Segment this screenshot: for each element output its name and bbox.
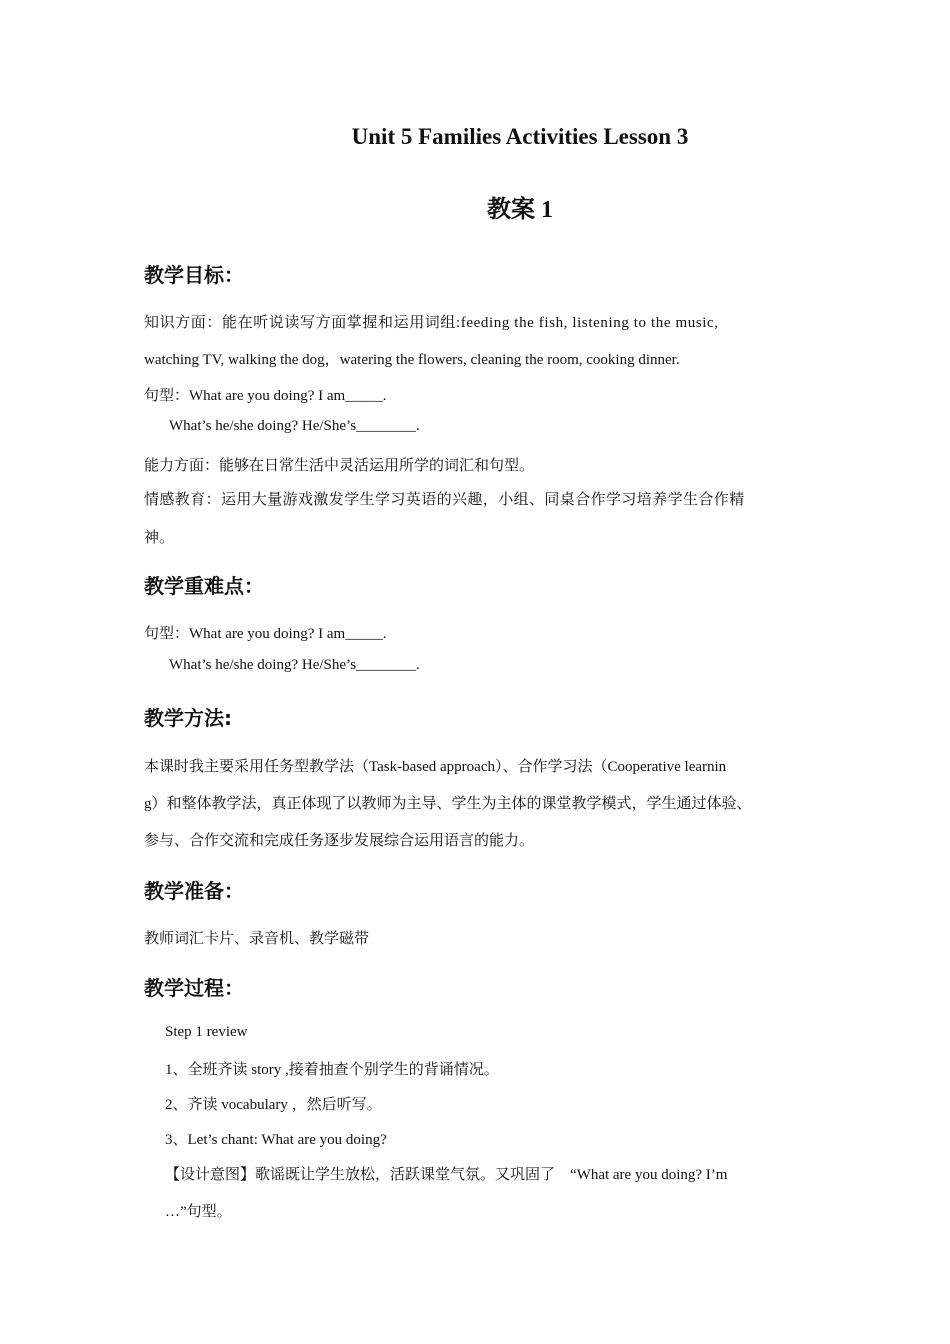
process-item1: 1、全班齐读 story ,接着抽查个别学生的背诵情况。 — [165, 1062, 499, 1078]
objectives-emotion-line2: 神。 — [144, 530, 175, 546]
process-item3: 3、Let’s chant: What are you doing? — [165, 1132, 387, 1148]
document-title: Unit 5 Families Activities Lesson 3 — [351, 124, 689, 149]
process-step: Step 1 review — [165, 1024, 248, 1040]
methods-heading: 教学方法: — [144, 706, 232, 730]
key-points-pattern1: 句型：What are you doing? I am_____. — [144, 626, 387, 642]
objectives-pattern1: 句型：What are you doing? I am_____. — [144, 388, 387, 404]
process-design-line2: …”句型。 — [165, 1204, 232, 1220]
key-points-pattern2: What’s he/she doing? He/She’s________. — [169, 657, 420, 673]
objectives-knowledge-line1: 知识方面：能在听说读写方面掌握和运用词组:feeding the fish, listening to the music, — [144, 315, 719, 331]
methods-line1: 本课时我主要采用任务型教学法（Task-based approach）、合作学习法（Cooperative learnin — [144, 759, 727, 775]
process-heading: 教学过程： — [144, 976, 244, 1000]
objectives-ability: 能力方面：能够在日常生活中灵活运用所学的词汇和句型。 — [144, 458, 535, 474]
objectives-pattern2: What’s he/she doing? He/She’s________. — [169, 418, 420, 434]
preparation-heading: 教学准备： — [144, 879, 244, 903]
methods-line2: g）和整体教学法，真正体现了以教师为主导、学生为主体的课堂教学模式，学生通过体验、 — [144, 796, 752, 812]
process-item2: 2、齐读 vocabulary ，然后听写。 — [165, 1097, 382, 1113]
objectives-knowledge-line2: watching TV, walking the dog，watering the flowers, cleaning the room, cooking dinner. — [144, 352, 680, 368]
methods-line3: 参与、合作交流和完成任务逐步发展综合运用语言的能力。 — [144, 833, 535, 849]
key-points-heading: 教学重难点： — [144, 574, 264, 598]
process-design-line1: 【设计意图】歌谣既让学生放松，活跃课堂气氛。又巩固了 “What are you doing? I’m — [165, 1167, 728, 1183]
preparation-text: 教师词汇卡片、录音机、教学磁带 — [144, 931, 370, 947]
document-subtitle: 教案 1 — [487, 197, 553, 223]
objectives-emotion-line1: 情感教育：运用大量游戏激发学生学习英语的兴趣，小组、同桌合作学习培养学生合作精 — [144, 492, 745, 508]
objectives-heading: 教学目标： — [144, 263, 244, 287]
